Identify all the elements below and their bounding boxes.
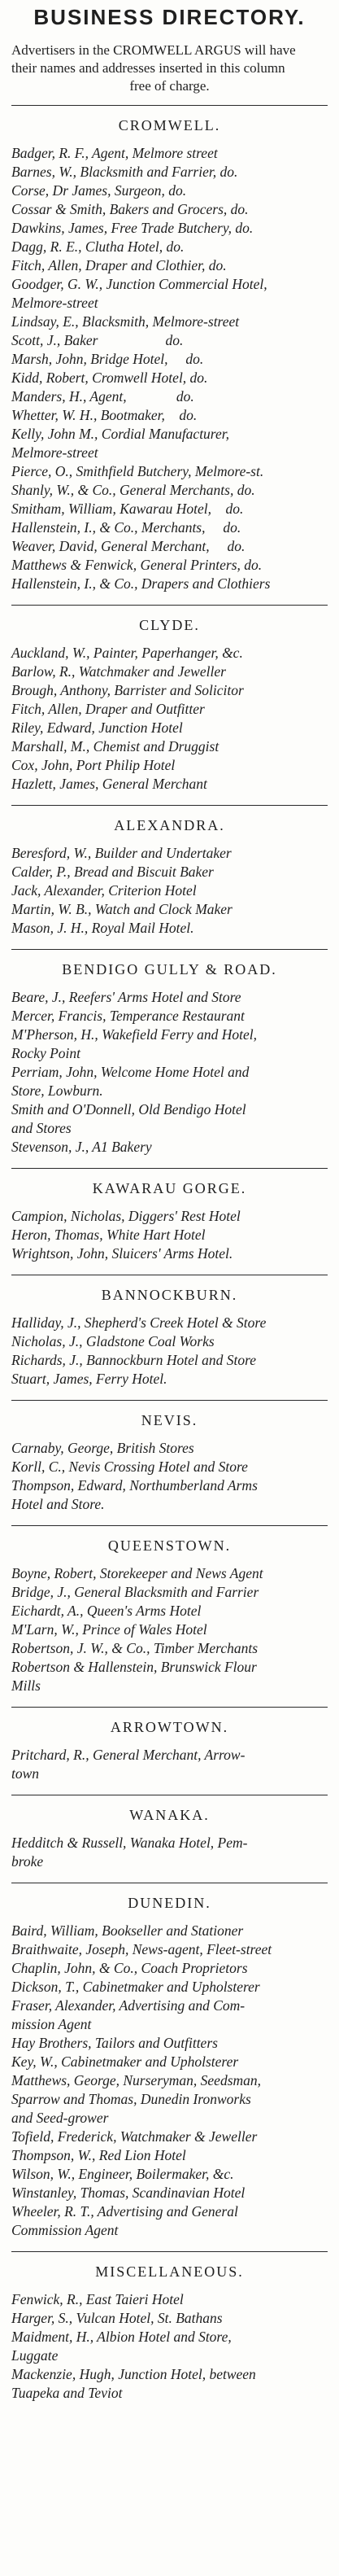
entry-text: Dagg, R. E., Clutha Hotel, do.	[11, 238, 185, 255]
section-heading: BANNOCKBURN.	[101, 1287, 238, 1303]
directory-entry	[11, 518, 328, 537]
entry-text: Scott, J., Baker do.	[11, 332, 184, 348]
entry-text: Shanly, W., & Co., General Merchants, do.	[11, 482, 255, 498]
directory-entry	[11, 144, 328, 163]
entry-text: Matthews, George, Nurseryman, Seedsman,	[11, 2072, 262, 2088]
directory-entry	[11, 1138, 328, 1157]
directory-entry	[11, 425, 328, 462]
directory-section	[11, 1525, 328, 1707]
entry-text: Thompson, Edward, Northumberland Arms	[11, 1477, 258, 1494]
entry-list	[11, 144, 328, 593]
entry-text: Heron, Thomas, White Hart Hotel	[11, 1227, 206, 1243]
entry-list	[11, 2290, 328, 2403]
entry-text: Key, W., Cabinetmaker and Upholsterer	[11, 2053, 239, 2070]
entry-text: Maidment, H., Albion Hotel and Store,	[11, 2329, 232, 2345]
entry-continuation: Hotel and Store.	[11, 1496, 105, 1512]
entry-text: Calder, P., Bread and Biscuit Baker	[11, 864, 214, 880]
directory-entry	[11, 1658, 328, 1695]
directory-entry	[11, 1226, 328, 1244]
entry-text: Hallenstein, I., & Co., Merchants, do.	[11, 519, 241, 536]
entry-text: Mason, J. H., Royal Mail Hotel.	[11, 920, 194, 936]
entry-text: Stuart, James, Ferry Hotel.	[11, 1371, 167, 1387]
entry-text: Robertson & Hallenstein, Brunswick Flour	[11, 1659, 257, 1675]
directory-entry	[11, 1922, 328, 1940]
entry-list	[11, 1834, 328, 1871]
entry-text: Manders, H., Agent, do.	[11, 388, 194, 405]
entry-text: Fitch, Allen, Draper and Outfitter	[11, 701, 205, 717]
directory-entry	[11, 238, 328, 256]
directory-entry	[11, 756, 328, 775]
entry-text: Chaplin, John, & Co., Coach Proprietors	[11, 1960, 248, 1976]
entry-text: Cox, John, Port Philip Hotel	[11, 757, 176, 773]
entry-text: M'Pherson, H., Wakefield Ferry and Hotel,	[11, 1026, 257, 1043]
directory-entry	[11, 350, 328, 369]
entry-text: Carnaby, George, British Stores	[11, 1440, 194, 1456]
page-title: BUSINESS DIRECTORY.	[33, 5, 306, 29]
entry-text: Barnes, W., Blacksmith and Farrier, do.	[11, 164, 238, 180]
section-heading: DUNEDIN.	[128, 1895, 211, 1911]
entry-text: Marsh, John, Bridge Hotel, do.	[11, 351, 204, 367]
entry-text: Cossar & Smith, Bakers and Grocers, do.	[11, 201, 249, 217]
entry-text: Pritchard, R., General Merchant, Arrow-	[11, 1747, 246, 1763]
entry-text: Wilson, W., Engineer, Boilermaker, &c.	[11, 2166, 234, 2182]
directory-section	[11, 1795, 328, 1883]
entry-text: Smith and O'Donnell, Old Bendigo Hotel	[11, 1101, 246, 1117]
directory-entry	[11, 163, 328, 182]
entry-continuation: Commission Agent	[11, 2222, 119, 2238]
entry-continuation: and Stores	[11, 1120, 72, 1136]
directory-entry	[11, 1314, 328, 1332]
entry-list	[11, 644, 328, 794]
entry-text: Fraser, Alexander, Advertising and Com-	[11, 1997, 246, 2014]
directory-entry	[11, 844, 328, 863]
directory-entry	[11, 1332, 328, 1351]
entry-continuation: Sparrow and Thomas, Dunedin Ironworks	[11, 2091, 251, 2107]
entry-text: Dawkins, James, Free Trade Butchery, do.	[11, 220, 254, 236]
notice-line: free of charge.	[129, 78, 210, 94]
directory-entry	[11, 2146, 328, 2165]
entry-list	[11, 1207, 328, 1263]
directory-entry	[11, 663, 328, 681]
entry-text: Weaver, David, General Merchant, do.	[11, 538, 246, 554]
directory-entry	[11, 988, 328, 1007]
entry-list	[11, 1746, 328, 1783]
entry-continuation: mission Agent	[11, 2016, 92, 2032]
directory-entry	[11, 863, 328, 881]
directory-entry	[11, 1746, 328, 1783]
entry-list	[11, 1314, 328, 1389]
directory-entry	[11, 1007, 328, 1026]
entry-text: Mackenzie, Hugh, Junction Hotel, between	[11, 2366, 256, 2382]
entry-text: Hallenstein, I., & Co., Drapers and Clothiers	[11, 575, 271, 592]
entry-text: Lindsay, E., Blacksmith, Melmore-street	[11, 313, 240, 330]
entry-text: Hay Brothers, Tailors and Outfitters	[11, 2035, 218, 2051]
entry-text: Perriam, John, Welcome Home Hotel and	[11, 1064, 250, 1080]
section-heading: ARROWTOWN.	[110, 1719, 229, 1735]
entry-continuation: Melmore-street	[11, 444, 98, 461]
directory-entry	[11, 2184, 328, 2202]
directory-entry	[11, 700, 328, 719]
entry-text: Beresford, W., Builder and Undertaker	[11, 845, 232, 861]
entry-text: Thompson, W., Red Lion Hotel	[11, 2147, 186, 2163]
directory-entry	[11, 1978, 328, 1997]
entry-text: Tofield, Frederick, Watchmaker & Jeweller	[11, 2128, 258, 2145]
entry-text: Corse, Dr James, Surgeon, do.	[11, 182, 187, 199]
entry-text: Hedditch & Russell, Wanaka Hotel, Pem-	[11, 1835, 248, 1851]
directory-entry	[11, 1583, 328, 1602]
entry-text: Eichardt, A., Queen's Arms Hotel	[11, 1603, 202, 1619]
directory-section	[11, 1707, 328, 1795]
directory-section	[11, 605, 328, 805]
directory-entry	[11, 256, 328, 275]
directory-entry	[11, 1997, 328, 2034]
entry-text: Wheeler, R. T., Advertising and General	[11, 2203, 238, 2220]
directory-entry	[11, 462, 328, 481]
entry-continuation: Mills	[11, 1677, 41, 1694]
directory-entry	[11, 387, 328, 406]
directory-entry	[11, 2290, 328, 2309]
entry-text: Wrightson, John, Sluicers' Arms Hotel.	[11, 1245, 233, 1262]
directory-entry	[11, 2053, 328, 2071]
directory-section	[11, 949, 328, 1168]
advertiser-notice	[11, 42, 328, 95]
directory-entry	[11, 644, 328, 663]
section-heading: ALEXANDRA.	[114, 817, 225, 833]
entry-continuation: broke	[11, 1853, 44, 1870]
section-heading: NEVIS.	[141, 1412, 198, 1428]
directory-entry	[11, 1207, 328, 1226]
entry-text: Richards, J., Bannockburn Hotel and Store	[11, 1352, 257, 1368]
entry-text: Auckland, W., Painter, Paperhanger, &c.	[11, 645, 243, 661]
directory-entry	[11, 1639, 328, 1658]
directory-entry	[11, 2309, 328, 2328]
entry-text: Kidd, Robert, Cromwell Hotel, do.	[11, 370, 208, 386]
entry-text: Korll, C., Nevis Crossing Hotel and Store	[11, 1459, 248, 1475]
directory-entry	[11, 1834, 328, 1871]
entry-continuation: Luggate	[11, 2347, 59, 2364]
directory-entry	[11, 2128, 328, 2146]
entry-text: Robertson, J. W., & Co., Timber Merchants	[11, 1640, 259, 1656]
entry-text: M'Larn, W., Prince of Wales Hotel	[11, 1621, 207, 1638]
directory-entry	[11, 681, 328, 700]
entry-text: Whetter, W. H., Bootmaker, do.	[11, 407, 198, 423]
entry-text: Smitham, William, Kawarau Hotel, do.	[11, 501, 244, 517]
entry-text: Martin, W. B., Watch and Clock Maker	[11, 901, 233, 917]
directory-section	[11, 105, 328, 605]
directory-entry	[11, 481, 328, 500]
entry-text: Winstanley, Thomas, Scandinavian Hotel	[11, 2185, 246, 2201]
directory-entry	[11, 1370, 328, 1389]
directory-entry	[11, 919, 328, 938]
entry-continuation: Tuapeka and Teviot	[11, 2385, 123, 2401]
entry-text: Braithwaite, Joseph, News-agent, Fleet-street	[11, 1941, 272, 1957]
directory-entry	[11, 900, 328, 919]
directory-section	[11, 1275, 328, 1400]
entry-continuation: Rocky Point	[11, 1045, 81, 1061]
directory-entry	[11, 1439, 328, 1458]
directory-entry	[11, 1940, 328, 1959]
section-heading: CLYDE.	[139, 617, 200, 633]
directory-entry	[11, 406, 328, 425]
entry-text: Beare, J., Reefers' Arms Hotel and Store	[11, 989, 241, 1005]
directory-sections	[11, 105, 328, 2414]
entry-text: Barlow, R., Watchmaker and Jeweller	[11, 663, 226, 680]
entry-list	[11, 1439, 328, 1514]
directory-section	[11, 805, 328, 949]
directory-section	[11, 2251, 328, 2414]
directory-entry	[11, 275, 328, 313]
directory-entry	[11, 500, 328, 518]
entry-text: Kelly, John M., Cordial Manufacturer,	[11, 426, 229, 442]
directory-entry	[11, 369, 328, 387]
directory-entry	[11, 1100, 328, 1138]
entry-continuation: and Seed-grower	[11, 2110, 109, 2126]
entry-text: Jack, Alexander, Criterion Hotel	[11, 882, 197, 899]
entry-text: Harger, S., Vulcan Hotel, St. Bathans	[11, 2310, 223, 2326]
directory-entry	[11, 575, 328, 593]
section-heading: QUEENSTOWN.	[107, 1537, 232, 1554]
directory-entry	[11, 2328, 328, 2365]
directory-entry	[11, 182, 328, 200]
entry-text: Fenwick, R., East Taieri Hotel	[11, 2291, 184, 2307]
entry-text: Baird, William, Bookseller and Stationer	[11, 1922, 244, 1939]
directory-entry	[11, 1351, 328, 1370]
directory-entry	[11, 219, 328, 238]
entry-text: Halliday, J., Shepherd's Creek Hotel & Store	[11, 1314, 267, 1331]
directory-entry	[11, 881, 328, 900]
entry-text: Marshall, M., Chemist and Druggist	[11, 738, 219, 754]
entry-text: Stevenson, J., A1 Bakery	[11, 1139, 152, 1155]
directory-entry	[11, 1458, 328, 1476]
directory-entry	[11, 1564, 328, 1583]
entry-text: Mercer, Francis, Temperance Restaurant	[11, 1008, 245, 1024]
entry-text: Hazlett, James, General Merchant	[11, 776, 207, 792]
directory-entry	[11, 719, 328, 737]
entry-text: Badger, R. F., Agent, Melmore street	[11, 145, 218, 161]
directory-section	[11, 1883, 328, 2251]
entry-continuation: Melmore-street	[11, 295, 98, 311]
entry-list	[11, 988, 328, 1157]
directory-entry	[11, 2202, 328, 2240]
directory-entry	[11, 2034, 328, 2053]
entry-list	[11, 844, 328, 938]
entry-text: Matthews & Fenwick, General Printers, do.	[11, 557, 263, 573]
entry-continuation: town	[11, 1765, 40, 1782]
directory-section	[11, 1400, 328, 1525]
directory-entry	[11, 1244, 328, 1263]
directory-entry	[11, 331, 328, 350]
entry-text: Pierce, O., Smithfield Butchery, Melmore-st.	[11, 463, 264, 479]
directory-entry	[11, 2071, 328, 2128]
entry-text: Boyne, Robert, Storekeeper and News Agent	[11, 1565, 263, 1581]
directory-section	[11, 1168, 328, 1275]
entry-list	[11, 1922, 328, 2240]
entry-continuation: Store, Lowburn.	[11, 1082, 103, 1099]
section-heading: WANAKA.	[129, 1807, 210, 1823]
entry-text: Brough, Anthony, Barrister and Solicitor	[11, 682, 244, 698]
entry-text: Nicholas, J., Gladstone Coal Works	[11, 1333, 215, 1349]
directory-entry	[11, 537, 328, 556]
entry-list	[11, 1564, 328, 1695]
entry-text: Bridge, J., General Blacksmith and Farrier	[11, 1584, 259, 1600]
directory-entry	[11, 313, 328, 331]
directory-entry	[11, 775, 328, 794]
directory-entry	[11, 200, 328, 219]
entry-text: Campion, Nicholas, Diggers' Rest Hotel	[11, 1208, 241, 1224]
directory-entry	[11, 1620, 328, 1639]
directory-entry	[11, 1602, 328, 1620]
entry-text: Goodger, G. W., Junction Commercial Hotel,	[11, 276, 267, 292]
section-heading: MISCELLANEOUS.	[95, 2263, 244, 2280]
directory-entry	[11, 1476, 328, 1514]
section-heading: KAWARAU GORGE.	[92, 1180, 247, 1196]
directory-entry	[11, 1063, 328, 1100]
directory-entry	[11, 1026, 328, 1063]
directory-entry	[11, 2365, 328, 2403]
entry-text: Dickson, T., Cabinetmaker and Upholsterer	[11, 1979, 260, 1995]
directory-entry	[11, 1959, 328, 1978]
directory-entry	[11, 556, 328, 575]
notice-line: their names and addresses inserted in this column	[11, 60, 285, 76]
section-heading: CROMWELL.	[118, 117, 221, 133]
entry-text: Riley, Edward, Junction Hotel	[11, 719, 183, 736]
directory-entry	[11, 2165, 328, 2184]
directory-entry	[11, 737, 328, 756]
notice-line: Advertisers in the CROMWELL ARGUS will have	[11, 42, 296, 58]
entry-text: Fitch, Allen, Draper and Clothier, do.	[11, 257, 227, 273]
section-heading: BENDIGO GULLY & ROAD.	[62, 961, 277, 977]
